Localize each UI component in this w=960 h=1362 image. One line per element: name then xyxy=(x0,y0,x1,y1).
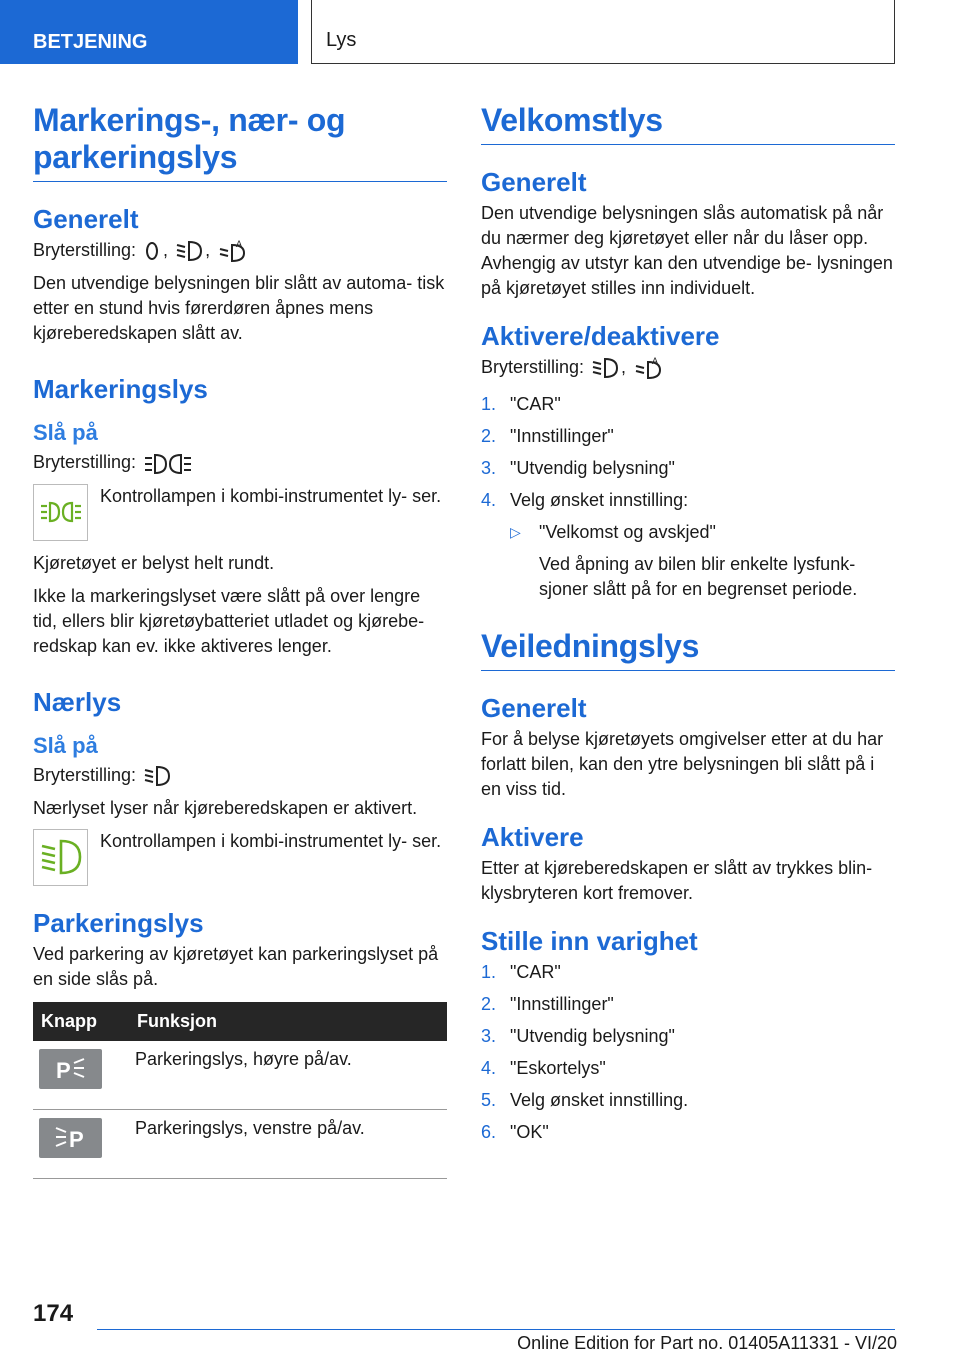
section-title: Markerings-, nær- og parkeringslys xyxy=(33,102,447,182)
heading-generelt: Generelt xyxy=(481,167,587,197)
step-text: "CAR" xyxy=(510,962,561,983)
warning-text: Ikke la markeringslyset være slått på over lengre tid, ellers blir kjøretøybatteriet utladet og kjørebe- redskap kan ev. ikke aktiveres lenger. xyxy=(33,585,425,656)
switch-label: Bryterstilling: xyxy=(33,240,137,260)
step-text: "CAR" xyxy=(510,394,561,415)
header-chapter xyxy=(311,0,895,64)
step-number: 2. xyxy=(481,994,497,1015)
step-text: Velg ønsket innstilling. xyxy=(510,1090,689,1111)
list-item xyxy=(481,1056,895,1081)
heading-parkeringslys: Parkeringslys xyxy=(33,907,204,938)
table-cell-button xyxy=(33,1041,129,1110)
naerlys-text: Nærlyset lyser når kjøreberedskapen er aktivert. xyxy=(33,797,418,818)
step-number: 4. xyxy=(481,490,497,511)
step-text: "Innstillinger" xyxy=(510,426,614,447)
indicator-lamp-row-1 xyxy=(33,484,447,541)
section-label: BETJENING xyxy=(33,31,148,53)
heading-slaa-paa-1: Slå på xyxy=(33,420,98,446)
left-column xyxy=(33,102,447,1179)
switch-position-line-3 xyxy=(33,763,447,788)
chapter-label: Lys xyxy=(326,29,357,51)
low-beam-indicator-icon xyxy=(33,829,88,886)
list-item xyxy=(481,456,895,481)
page-number: 174 xyxy=(33,1300,74,1327)
svg-text:P: P xyxy=(68,1126,84,1152)
velkomst-generelt-text: Den utvendige belysningen slås automatisk på når du nærmer deg kjøretøyet eller når du låser opp. Avhengig av utstyr kan den utvendige be- lysningen på kjøretøyet stilles inn individuelt. xyxy=(481,203,893,298)
heading-markeringslys: Markeringslys xyxy=(33,374,208,405)
step-text: Velg ønsket innstilling: xyxy=(510,490,689,511)
triangle-bullet-icon: ▷ xyxy=(510,524,521,541)
step-number: 1. xyxy=(481,394,497,415)
lamp-text-2: Kontrollampen i kombi-instrumentet ly- ser. xyxy=(100,830,442,851)
switch-label: Bryterstilling: xyxy=(481,357,585,377)
section-title-velkomstlys: Velkomstlys xyxy=(481,102,895,145)
belyst-text: Kjøretøyet er belyst helt rundt. xyxy=(33,552,275,573)
steps-list-2 xyxy=(481,960,895,1145)
parkeringslys-text: Ved parkering av kjøretøyet kan parkeringslyset på en side slås på. xyxy=(33,943,439,989)
switch-position-line: Bryterstilling: , A xyxy=(481,355,895,380)
switch-label: Bryterstilling: xyxy=(33,452,137,473)
heading-stille-inn-varighet: Stille inn varighet xyxy=(481,926,698,957)
generelt-text: Den utvendige belysningen blir slått av automa- tisk etter en stund hvis førerdøren åpnes mens kjøreberedskapen slått av. xyxy=(33,273,445,344)
lamp-text-1: Kontrollampen i kombi-instrumentet ly- ser. xyxy=(100,485,442,506)
table-header-knapp: Knapp xyxy=(33,1002,129,1041)
svg-text:P: P xyxy=(55,1057,71,1083)
list-item xyxy=(481,1024,895,1049)
svg-text:A: A xyxy=(652,356,659,367)
list-item xyxy=(481,488,895,513)
table-cell-function: Parkeringslys, venstre på/av. xyxy=(129,1109,447,1178)
side-light-indicator-icon xyxy=(33,484,88,541)
side-light-switch-icon xyxy=(143,452,193,476)
veiledning-generelt-text: For å belyse kjøretøyets omgivelser etter at du har forlatt bilen, kan den ytre belysningen bli slått på i en viss tid. xyxy=(481,729,884,800)
heading-slaa-paa-2: Slå på xyxy=(33,732,98,758)
low-beam-switch-icon xyxy=(143,764,171,788)
heading-aktivere-deaktivere: Aktivere/deaktivere xyxy=(481,321,720,351)
right-column xyxy=(481,102,895,1152)
step-number: 3. xyxy=(481,1026,497,1047)
table-cell-function: Parkeringslys, høyre på/av. xyxy=(129,1041,447,1110)
footer-edition: Online Edition for Part no. 01405A11331 - VI/20 xyxy=(517,1333,897,1353)
step-number: 4. xyxy=(481,1058,497,1079)
list-item xyxy=(481,960,895,985)
sub-list-item xyxy=(510,520,895,602)
header-section xyxy=(0,0,298,64)
low-beam-switch-icon xyxy=(591,356,619,380)
low-beam-switch-icon xyxy=(175,239,203,263)
svg-text:A: A xyxy=(236,239,243,250)
switch-label: Bryterstilling: xyxy=(33,764,137,785)
list-item xyxy=(481,392,895,417)
list-item xyxy=(481,992,895,1017)
step-text: "Innstillinger" xyxy=(510,994,614,1015)
table-cell-button xyxy=(33,1109,129,1178)
heading-aktivere: Aktivere xyxy=(481,822,584,853)
step-number: 1. xyxy=(481,962,497,983)
table-header-row xyxy=(33,1002,447,1041)
step-text: "OK" xyxy=(510,1122,549,1143)
list-item xyxy=(481,424,895,449)
step-number: 5. xyxy=(481,1090,497,1111)
parking-light-right-icon xyxy=(39,1049,102,1089)
sub-item-text: "Velkomst og avskjed" xyxy=(539,522,716,543)
steps-list-1 xyxy=(481,392,895,513)
sub-item-description: Ved åpning av bilen blir enkelte lysfunk- sjoner slått på for en begrenset periode. xyxy=(539,554,858,600)
auto-light-switch-icon xyxy=(217,239,247,263)
parking-light-table xyxy=(33,1002,447,1179)
indicator-lamp-row-2 xyxy=(33,829,447,886)
footer-divider xyxy=(97,1329,895,1330)
auto-light-switch-icon xyxy=(633,356,663,380)
step-text: "Eskortelys" xyxy=(510,1058,606,1079)
list-item xyxy=(481,1120,895,1145)
step-number: 3. xyxy=(481,458,497,479)
switch-position-line: Bryterstilling: , , A xyxy=(33,238,447,263)
section-title-veiledningslys: Veiledningslys xyxy=(481,628,895,671)
parking-light-left-icon xyxy=(39,1118,102,1158)
table-header-funksjon: Funksjon xyxy=(129,1002,447,1041)
step-text: "Utvendig belysning" xyxy=(510,458,675,479)
aktivere-text: Etter at kjøreberedskapen er slått av trykkes blin- klysbryteren kort fremover. xyxy=(481,858,873,904)
step-number: 2. xyxy=(481,426,497,447)
list-item xyxy=(481,1088,895,1113)
switch-position-line-2 xyxy=(33,450,447,475)
heading-generelt: Generelt xyxy=(33,204,139,234)
step-number: 6. xyxy=(481,1122,497,1143)
step-text: "Utvendig belysning" xyxy=(510,1026,675,1047)
switch-off-icon xyxy=(143,239,161,263)
heading-generelt-2: Generelt xyxy=(481,693,587,724)
table-row xyxy=(33,1041,447,1110)
heading-naerlys: Nærlys xyxy=(33,686,122,717)
table-row xyxy=(33,1109,447,1178)
